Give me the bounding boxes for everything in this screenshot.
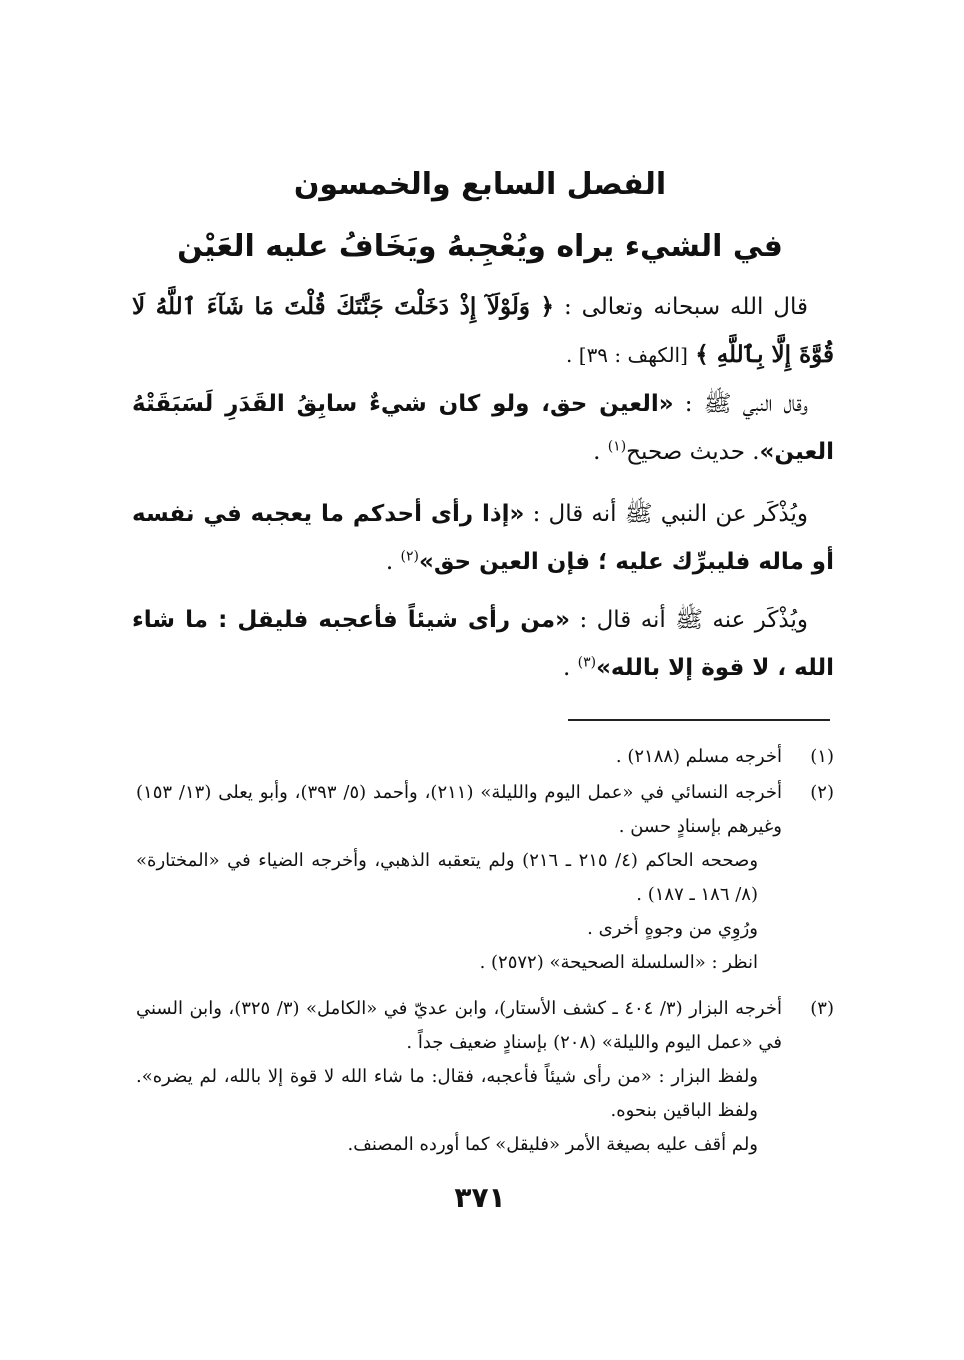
footnote-divider: [568, 719, 830, 721]
footnote-line: أخرجه مسلم (٢١٨٨) .: [615, 746, 782, 767]
paragraph-intro: وقال النبي ﷺ :: [684, 391, 808, 417]
hadith-text: «من رأى شيئاً فأعجبه فليقل : ما شاء الله ، لا قوة إلا بالله»: [132, 607, 834, 681]
footnote-line: وصححه الحاكم (٤/ ٢١٥ ـ ٢١٦) ولم يتعقبه الذهبي، وأخرجه الضياء في «المختارة» (٨/ ١٨٦ ـ ١٨٧) .: [136, 850, 759, 905]
footnote-3: [136, 992, 834, 1162]
paragraph-intro: قال الله سبحانه وتعالى :: [563, 294, 809, 320]
paragraph-quran-verse: [132, 283, 834, 379]
footnote-line: ولفظ البزار : «من رأى شيئاً فأعجبه، فقال: ما شاء الله لا قوة إلا بالله، لم يضره». ولفظ الباقين بنحوه.: [136, 1066, 758, 1121]
page-number: ٣٧١: [454, 1181, 506, 1214]
footnote-1: [136, 740, 834, 774]
footnote-number: (٣): [810, 998, 834, 1019]
chapter-subtitle: في الشيء يراه ويُعْجِبهُ ويَخَافُ عليه العَيْن: [177, 229, 783, 264]
paragraph-end: .: [593, 439, 608, 465]
footnote-marker[interactable]: (٢): [400, 548, 419, 565]
paragraph-hadith-1: [132, 380, 834, 476]
paragraph-end: .: [562, 655, 578, 681]
footnote-marker[interactable]: (١): [607, 438, 627, 455]
verse-reference: [الكهف : ٣٩] .: [566, 343, 688, 367]
footnote-2: [136, 776, 834, 980]
paragraph-intro: ويُذْكَر عن النبي ﷺ أنه قال :: [532, 501, 809, 527]
hadith-text: «العين حق، ولو كان شيءٌ سابِقُ القَدَرِ لَسَبَقَتْهُ العين»: [132, 391, 834, 465]
footnote-line: أخرجه البزار (٣/ ٤٠٤ ـ كشف الأستار)، وابن عديّ في «الكامل» (٣/ ٣٢٥)، وابن السني في «عمل اليوم والليلة» (٢٠٨) بإسنادٍ ضعيف جداً .: [136, 998, 782, 1053]
paragraph-intro: ويُذْكَر عنه ﷺ أنه قال :: [579, 607, 809, 633]
paragraph-hadith-3: [132, 596, 834, 692]
footnote-marker[interactable]: (٣): [577, 654, 597, 671]
paragraph-tail: . حديث صحيح: [626, 439, 760, 465]
paragraph-hadith-2: [132, 490, 834, 586]
footnote-line: أخرجه النسائي في «عمل اليوم والليلة» (٢١١)، وأحمد (٥/ ٣٩٣)، وأبو يعلى (١٣/ ١٥٣) وغيرهم بإسنادٍ حسن .: [136, 782, 782, 837]
footnote-number: (٢): [810, 782, 834, 803]
footnote-number: (١): [810, 746, 834, 767]
footnote-line: ورُوِي من وجوهٍ أخرى .: [587, 918, 758, 939]
footnote-line: ولم أقف عليه بصيغة الأمر «فليقل» كما أورده المصنف.: [347, 1134, 758, 1155]
footnote-line: انظر : «السلسلة الصحيحة» (٢٥٧٢) .: [479, 952, 758, 973]
quran-verse: ﴿ وَلَوْلَآ إِذْ دَخَلْتَ جَنَّتَكَ قُلْتَ مَا شَآءَ ٱللَّهُ لَا قُوَّةَ إِلَّا بِٱللَّهِ ﴾: [132, 293, 834, 368]
hadith-text: «إذا رأى أحدكم ما يعجبه في نفسه أو ماله فليبرِّك عليه ؛ فإن العين حق»: [132, 501, 834, 575]
chapter-title: الفصل السابع والخمسون: [293, 167, 667, 202]
paragraph-end: .: [385, 549, 401, 575]
